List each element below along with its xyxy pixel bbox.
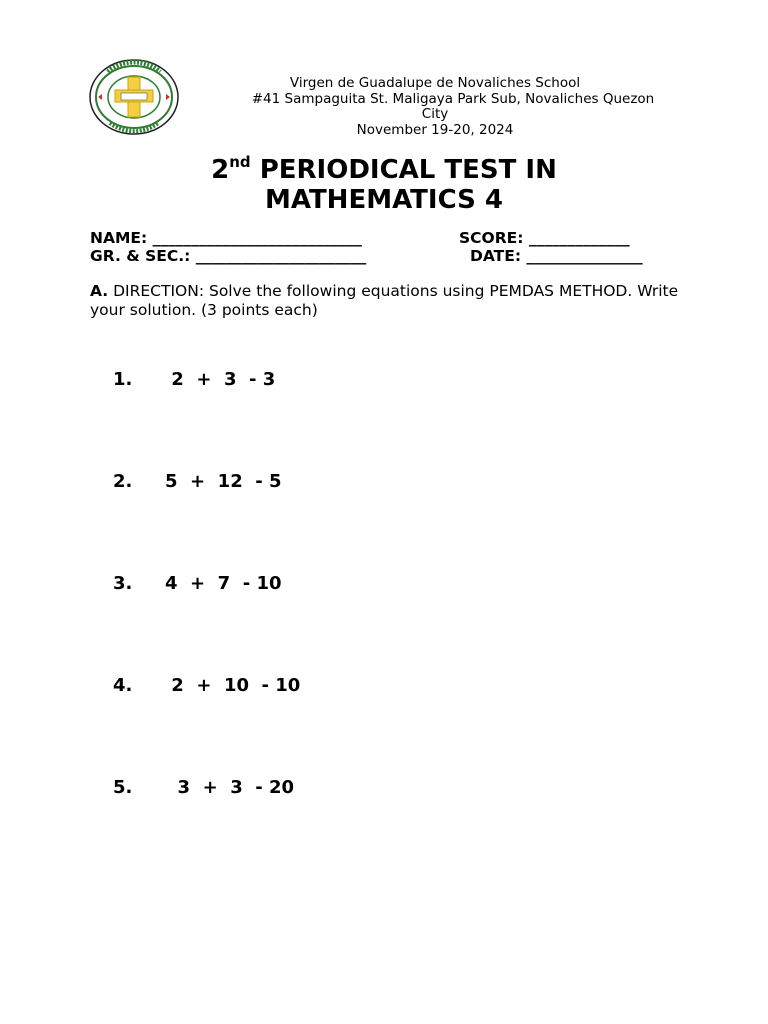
- item-number: 4.: [113, 675, 133, 696]
- equation-item: [113, 369, 275, 391]
- title-line-1: [0, 155, 768, 185]
- school-city: City: [421, 106, 449, 122]
- test-date: November 19-20, 2024: [356, 121, 514, 138]
- item-number: 5.: [113, 777, 133, 798]
- direction-text: [90, 282, 690, 320]
- school-name: Virgen de Guadalupe de Novaliches School: [289, 75, 581, 91]
- title-ordinal-suffix: nd: [229, 153, 251, 171]
- school-logo: [88, 58, 180, 136]
- item-equation: 2 + 10 - 10: [165, 675, 301, 696]
- equation-item: [113, 777, 294, 799]
- page-title: [0, 155, 768, 215]
- item-number: 3.: [113, 573, 133, 594]
- title-line-2: MATHEMATICS 4: [264, 185, 504, 215]
- item-equation: 2 + 3 - 3: [165, 369, 276, 390]
- equation-item: [113, 471, 282, 493]
- school-header: [180, 76, 690, 138]
- equation-item: [113, 573, 282, 595]
- name-field[interactable]: NAME: ___________________________: [90, 229, 362, 247]
- item-equation: 4 + 7 - 10: [165, 573, 282, 594]
- date-field[interactable]: DATE: _______________: [470, 247, 643, 265]
- title-line-1-text: PERIODICAL TEST IN: [250, 155, 557, 185]
- item-number: 1.: [113, 369, 133, 390]
- item-number: 2.: [113, 471, 133, 492]
- school-seal-logo-icon: [88, 58, 180, 136]
- item-equation: 5 + 12 - 5: [165, 471, 282, 492]
- equation-item: [113, 675, 300, 697]
- item-equation: 3 + 3 - 20: [165, 777, 295, 798]
- section-label: A.: [90, 282, 109, 300]
- school-address: #41 Sampaguita St. Maligaya Park Sub, Novaliches Quezon: [251, 90, 655, 107]
- score-field[interactable]: SCORE: _____________: [459, 229, 630, 247]
- direction-body: DIRECTION: Solve the following equations using PEMDAS METHOD. Write your solution. (3 points each): [90, 282, 684, 319]
- grade-section-field[interactable]: GR. & SEC.: ______________________: [90, 247, 367, 265]
- title-ordinal-number: 2: [211, 155, 230, 185]
